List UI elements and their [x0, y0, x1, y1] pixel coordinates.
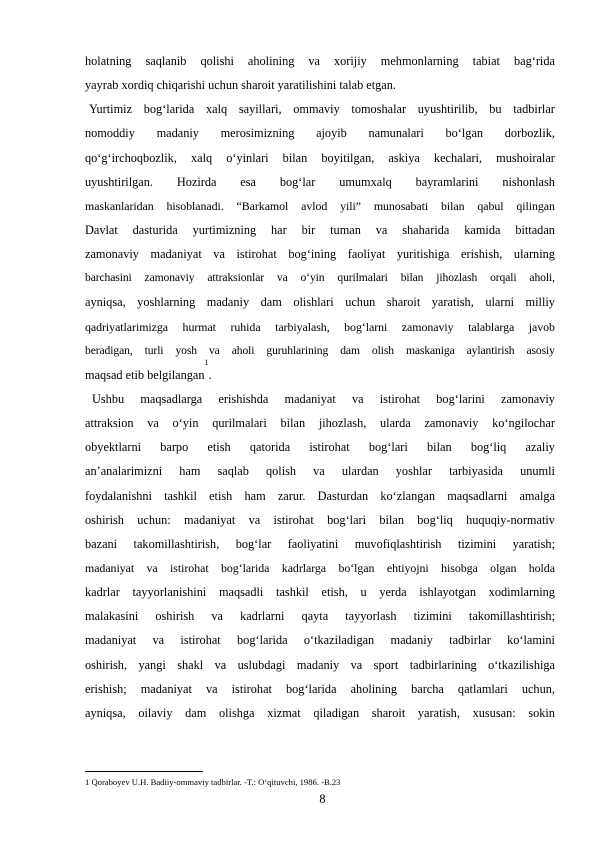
word: bo‘lgan [445, 126, 484, 141]
word: dam [185, 705, 207, 720]
word: jihozlash [436, 271, 478, 285]
word: faoliyat [347, 247, 386, 262]
word: beradigan, [85, 343, 133, 357]
word: bog‘lari [327, 512, 367, 527]
word: Hozirda [176, 174, 217, 189]
word: kechalari, [433, 150, 483, 165]
word: bayramlarini [415, 174, 479, 189]
word: ayniqsa, [85, 705, 126, 720]
word: bog‘larida [237, 633, 288, 648]
word: va [214, 657, 227, 672]
word: bazani [85, 536, 118, 551]
text-line [85, 121, 555, 145]
word: xalq [206, 102, 228, 117]
word: shakl [177, 657, 204, 672]
text-line [85, 435, 555, 459]
word: faoliyatini [287, 536, 339, 551]
word: va [351, 391, 364, 406]
word: chiqarishi [156, 78, 206, 93]
word: madaniyat [284, 391, 336, 406]
word: qurilmalari [337, 271, 388, 285]
word: bog‘lar [235, 536, 272, 551]
word: va [152, 633, 165, 648]
word: huquqiy-normativ [466, 512, 555, 527]
word: va [276, 271, 288, 285]
word: qatlamlari [457, 681, 508, 696]
word: sport [373, 657, 399, 672]
word: qolish [265, 464, 297, 479]
word: yaratilishini [277, 78, 337, 93]
text-line-tail: . [208, 367, 212, 382]
word: tomoshalar [351, 102, 407, 117]
word: takomillashtirish; [468, 609, 555, 624]
word: bilan [282, 150, 308, 165]
word: attraksion [85, 416, 134, 431]
word: o‘yinlari [226, 150, 269, 165]
word: xalq [190, 150, 213, 165]
word: bilan [400, 271, 424, 285]
word: va [147, 416, 159, 431]
word: uyushtirilib, [417, 102, 478, 117]
word: amalga [519, 488, 555, 503]
word: kadrlarni [240, 609, 285, 624]
word: talablarga [468, 319, 515, 334]
word: malakasini [85, 609, 139, 624]
text-line [85, 339, 555, 363]
word: istirohat [236, 247, 277, 262]
word: maskaniga [405, 343, 455, 357]
word: tarbiyalash, [275, 319, 330, 334]
word: yurtimizning [192, 222, 257, 237]
word: javob [528, 319, 555, 334]
text-line [85, 677, 555, 701]
word: dam [340, 343, 360, 357]
word: Ushbu [92, 391, 125, 406]
word: tizimini [413, 609, 452, 624]
word: unumli [520, 464, 555, 479]
word: istirohat [231, 681, 272, 696]
word: etish, [321, 585, 348, 600]
word: yosh [175, 343, 197, 357]
word: holda [528, 560, 555, 575]
text-line [85, 194, 555, 218]
word: bog‘larni [344, 319, 388, 334]
word: va [208, 343, 220, 357]
footnote-divider [85, 771, 203, 772]
text-line [85, 484, 555, 508]
word: ko‘lamini [507, 633, 555, 648]
word: qiladigan [313, 705, 360, 720]
word: o‘tkazilishiga [488, 657, 555, 672]
word: va [211, 609, 223, 624]
word: etgan. [366, 78, 396, 93]
word: qatorida [249, 440, 291, 455]
word: aholi [231, 343, 255, 357]
word: va [213, 247, 225, 262]
text-line [85, 653, 555, 677]
word: aholining [350, 681, 398, 696]
word: barchasini [85, 271, 132, 285]
word: uchun: [137, 512, 171, 527]
word: oshirish [155, 609, 195, 624]
word: boyitilgan, [321, 150, 375, 165]
word: aholi, [529, 271, 555, 285]
word: tadbirlar [513, 102, 555, 117]
text-line [85, 357, 555, 387]
word: orqali [490, 271, 517, 285]
word: azaliy [525, 440, 555, 455]
word: istirohat [170, 560, 209, 575]
word: bog‘lari [368, 440, 408, 455]
word: erishish; [85, 681, 127, 696]
text-line [85, 242, 555, 266]
word: zamonaviy [144, 271, 195, 285]
word: kamida [464, 222, 501, 237]
word: olishlari [293, 295, 334, 310]
word: Dasturdan [317, 488, 369, 503]
text-line [85, 580, 555, 604]
text-line [85, 628, 555, 652]
text-line [85, 532, 555, 556]
word: zamonaviy [424, 416, 479, 431]
word: hisoblanadi. [166, 198, 224, 213]
word: hisobga [441, 560, 478, 575]
word: ishlayotgan [419, 585, 476, 600]
word: shaharida [402, 222, 450, 237]
word: tashkil [164, 488, 197, 503]
word: madaniy [390, 633, 433, 648]
word: yoshlarning [137, 295, 196, 310]
text-line [85, 146, 555, 170]
word: sokin [528, 705, 555, 720]
word: kadrlarga [281, 560, 327, 575]
word: asosiy [526, 343, 555, 357]
text-line [85, 97, 555, 121]
word: va [313, 464, 325, 479]
word: oilaviy [138, 705, 173, 720]
word: yerda [379, 585, 407, 600]
word: ularning [513, 247, 555, 262]
word: ularni [485, 295, 515, 310]
word: u [360, 585, 367, 600]
text-line [85, 459, 555, 483]
word: va [205, 681, 218, 696]
word: takomillashtirish, [133, 536, 220, 551]
word: madaniyat [150, 247, 202, 262]
word: tashkil [276, 585, 309, 600]
word: attraksionlar [207, 271, 265, 285]
word: zamonaviy [85, 247, 139, 262]
word: bilan [280, 416, 306, 431]
word: madaniy [156, 126, 199, 141]
word: nomoddiy [85, 126, 135, 141]
text-line [85, 387, 555, 411]
footnote: 1 Qoraboyev U.H. Badiiy-ommaviy tadbirlar. -T.: O‘qituvchi, 1986. -B.23 [85, 777, 341, 787]
word: qo‘g‘irchoqbozlik, [85, 150, 177, 165]
word: munosabati [373, 198, 429, 213]
word: nishonlash [502, 174, 555, 189]
word: tarbiyasida [449, 464, 504, 479]
word: madaniyat [140, 681, 192, 696]
word: bo‘lgan [338, 560, 375, 575]
page-number: 8 [319, 792, 326, 806]
word: maqsadlarni [447, 488, 508, 503]
word: va [308, 54, 320, 68]
word: bog‘larida [221, 560, 270, 575]
text-line [85, 508, 555, 532]
footnote-reference: 1 [204, 357, 209, 367]
word: “Barkamol [236, 198, 289, 213]
word: merosimizning [220, 126, 295, 141]
word: xodimlarning [488, 585, 555, 600]
word: o‘yin [172, 416, 199, 431]
text-line [85, 266, 555, 290]
word: yaratish; [512, 536, 555, 551]
word: yuritishiga [396, 247, 450, 262]
word: ularda [380, 416, 411, 431]
word: bog‘liq [470, 440, 507, 455]
word: turli [144, 343, 164, 357]
text-line [85, 290, 555, 314]
word: va [375, 222, 388, 237]
word: qabul [477, 198, 504, 213]
word: zamonaviy [401, 319, 454, 334]
word: saqlab [217, 464, 249, 479]
word: qilingan [516, 198, 555, 213]
word: qayta [301, 609, 329, 624]
word: ruhida [230, 319, 261, 334]
word: erishish, [461, 247, 503, 262]
word: bog‘ining [288, 247, 337, 262]
word: olgan [490, 560, 517, 575]
word: va [146, 560, 158, 575]
word: bog‘lar [279, 174, 316, 189]
word: talab [339, 78, 364, 93]
word: tuman [330, 222, 361, 237]
word: maqsadlarga [140, 391, 203, 406]
word: jihozlash, [318, 416, 367, 431]
text-line [85, 49, 555, 73]
word: aylantirish [466, 343, 515, 357]
word: holatning [85, 54, 132, 68]
text-line [85, 701, 555, 725]
word: madaniyat [85, 560, 135, 575]
word: tayyorlanishini [132, 585, 207, 600]
word: uchun [208, 78, 239, 93]
word: dasturida [132, 222, 178, 237]
word: ommaviy [293, 102, 340, 117]
word: etish [209, 488, 233, 503]
text-line [85, 604, 555, 628]
word: yaratish, [431, 295, 474, 310]
text-line [85, 411, 555, 435]
word: hurmat [182, 319, 216, 334]
word: bog‘larida [286, 681, 337, 696]
word: saqlanib [145, 54, 187, 68]
word: ayniqsa, [85, 295, 126, 310]
word: bag‘rida [513, 54, 555, 68]
word: uchun, [521, 681, 555, 696]
word: esa [240, 174, 256, 189]
word: maskanlaridan [85, 198, 154, 213]
word: askiya [388, 150, 420, 165]
word: istirohat [180, 633, 221, 648]
word: dorbozlik, [504, 126, 555, 141]
word: muvofiqlashtirish [354, 536, 442, 551]
word: foydalanishni [85, 488, 152, 503]
word: erishishda [218, 391, 269, 406]
word: xususan: [472, 705, 516, 720]
word: istirohat [309, 440, 350, 455]
word: yoshlar [395, 464, 432, 479]
word: milliy [525, 295, 555, 310]
text-line-content: maqsad etib belgilangan [85, 367, 205, 382]
word: bog‘larida [143, 102, 195, 117]
word: umumxalq [339, 174, 392, 189]
word: bir [301, 222, 316, 237]
word: bog‘liq [417, 512, 453, 527]
word: Yurtimiz [89, 102, 133, 117]
word: istirohat [273, 512, 314, 527]
word: tabiat [472, 54, 500, 68]
word: kadrlar [85, 585, 120, 600]
word: oshirish, [85, 657, 128, 672]
word: maqsadli [218, 585, 264, 600]
word: istirohat [379, 391, 421, 406]
word: sayillari, [238, 102, 282, 117]
word: etish [207, 440, 231, 455]
word: bog‘larini [436, 391, 485, 406]
word: sharoit [241, 78, 275, 93]
word: bittadan [515, 222, 555, 237]
word: zamonaviy [500, 391, 555, 406]
word: barpo [160, 440, 189, 455]
word: va [350, 657, 363, 672]
word: tadbirlarining [409, 657, 477, 672]
word: qadriyatlarimizga [85, 319, 169, 334]
word: bu [489, 102, 502, 117]
word: o‘tkaziladigan [303, 633, 375, 648]
word: ajoyib [316, 126, 347, 141]
word: bilan [379, 512, 404, 527]
word: madaniy [296, 657, 340, 672]
word: xordiq [121, 78, 154, 93]
word: olish [371, 343, 394, 357]
word: guruhlarining [266, 343, 329, 357]
word: tizimini [457, 536, 497, 551]
word: dam [260, 295, 282, 310]
word: obyektlarni [85, 440, 142, 455]
text-line [85, 170, 555, 194]
word: bilan [427, 440, 452, 455]
word: xizmat [267, 705, 301, 720]
word: uyushtirilgan. [85, 174, 153, 189]
word: har [271, 222, 287, 237]
document-body [85, 49, 555, 725]
word: uchun [345, 295, 376, 310]
word: oshirish [85, 512, 124, 527]
word: Davlat [85, 222, 118, 237]
word: ko‘ngilochar [492, 416, 555, 431]
word: avlod [301, 198, 328, 213]
word: mushoiralar [496, 150, 555, 165]
word: sharoit [371, 705, 406, 720]
word: qolishi [200, 54, 234, 68]
text-line [85, 315, 555, 339]
word: tadbirlar [449, 633, 491, 648]
word: yangi [138, 657, 166, 672]
word: ham [179, 464, 201, 479]
word: yili” [340, 198, 361, 213]
word: va [248, 512, 261, 527]
word: madaniy [206, 295, 250, 310]
word: yaratish, [417, 705, 460, 720]
word: xorijiy [333, 54, 367, 68]
word: an’analarimizni [85, 464, 163, 479]
word: ko‘zlangan [380, 488, 436, 503]
word: tayyorlash [345, 609, 397, 624]
word: mehmonlarning [380, 54, 459, 68]
word: ulardan [341, 464, 379, 479]
word: o‘yin [300, 271, 325, 285]
word: barcha [411, 681, 444, 696]
word: namunalari [368, 126, 424, 141]
word: ehtiyojni [386, 560, 429, 575]
word: ham [244, 488, 266, 503]
word: yayrab [85, 78, 119, 93]
word: zarur. [277, 488, 306, 503]
text-line [85, 556, 555, 580]
word: olishga [218, 705, 255, 720]
word: sharoit [386, 295, 421, 310]
word: aholining [247, 54, 295, 68]
word: qurilmalari [212, 416, 267, 431]
text-line [85, 218, 555, 242]
word: bilan [440, 198, 465, 213]
word: uslubdagi [237, 657, 286, 672]
word: madaniyat [184, 512, 236, 527]
word: madaniyat [85, 633, 137, 648]
text-line [85, 73, 555, 97]
